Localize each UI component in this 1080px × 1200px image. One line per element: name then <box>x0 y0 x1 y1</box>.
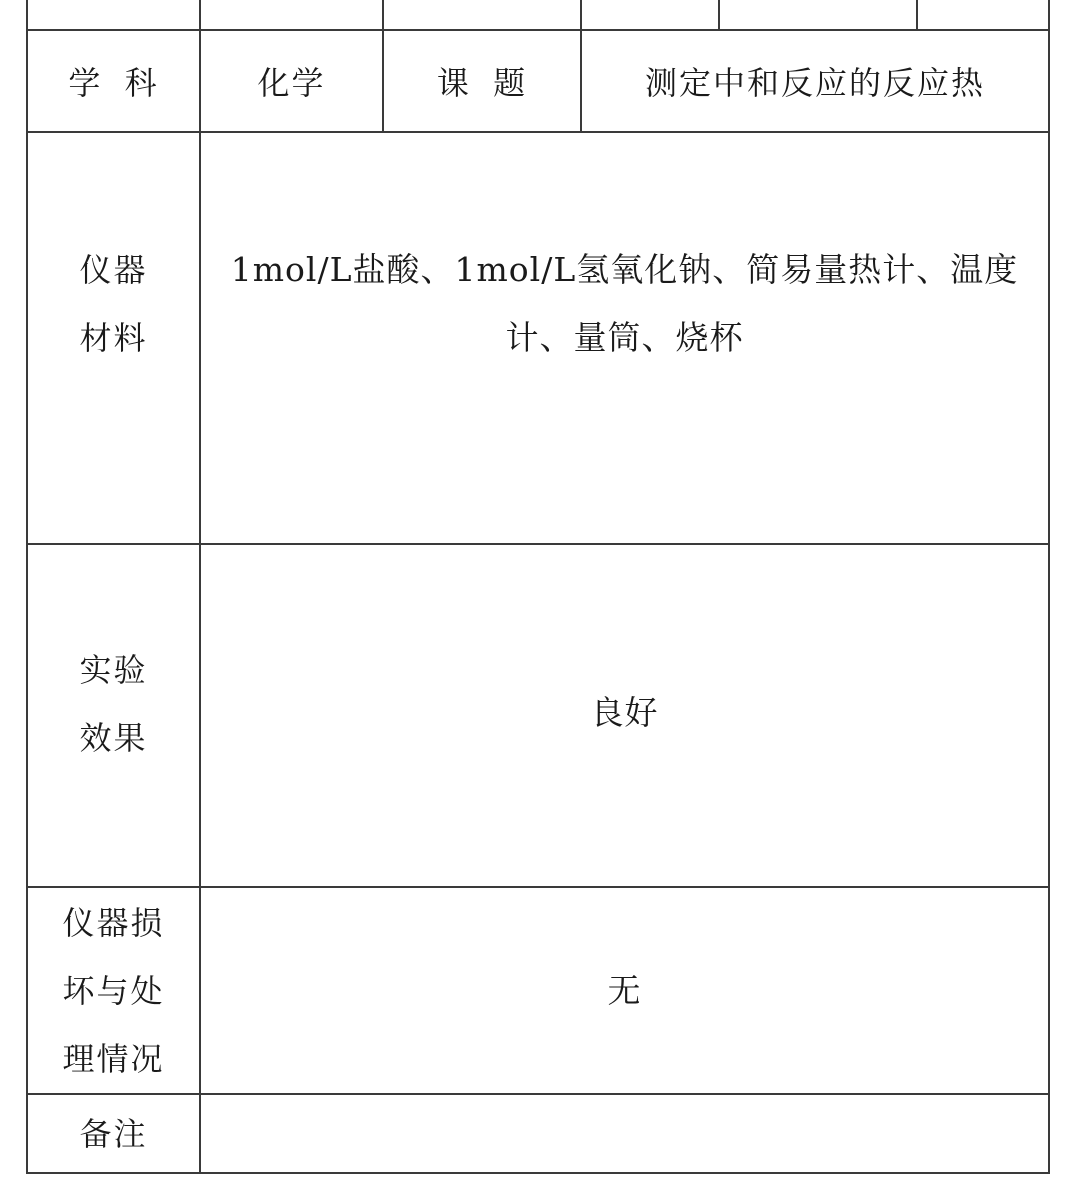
materials-label <box>28 133 199 543</box>
top-stub-divider-2 <box>916 0 918 30</box>
remarks-label-text: 备注 <box>79 1114 148 1153</box>
topic-label <box>384 31 580 131</box>
effect-label-line-2: 效果 <box>79 718 148 757</box>
effect-label <box>28 545 199 886</box>
subject-label <box>28 31 199 131</box>
topic-label-text: 课 题 <box>436 64 528 102</box>
damage-label-line-3: 理情况 <box>62 1039 165 1078</box>
subject-label-text: 学 科 <box>68 64 159 102</box>
subject-value-text: 化学 <box>257 64 326 102</box>
materials-value-line-1: 1mol/L盐酸、1mol/L氢氧化钠、简易量热计、温度 <box>230 250 1019 289</box>
effect-value-text: 良好 <box>590 692 659 732</box>
damage-label-line-1: 仪器损 <box>62 903 165 942</box>
effect-value <box>201 545 1048 886</box>
top-stub-divider-1 <box>718 0 720 30</box>
remarks-label <box>28 1095 199 1172</box>
row-border-bottom <box>26 1172 1050 1174</box>
damage-label <box>28 888 199 1093</box>
materials-value-line-2: 计、量筒、烧杯 <box>505 318 744 357</box>
remarks-value <box>201 1095 1048 1172</box>
damage-label-line-2: 坏与处 <box>62 971 165 1010</box>
damage-value-text: 无 <box>607 970 642 1010</box>
topic-value <box>582 31 1048 131</box>
damage-value <box>201 888 1048 1093</box>
materials-value <box>201 133 1048 543</box>
effect-label-line-1: 实验 <box>79 650 148 689</box>
materials-label-line-2: 材料 <box>79 319 148 357</box>
materials-label-line-1: 仪器 <box>79 251 148 289</box>
table-border-right <box>1048 0 1050 1174</box>
subject-value <box>201 31 382 131</box>
topic-value-text: 测定中和反应的反应热 <box>644 64 985 102</box>
